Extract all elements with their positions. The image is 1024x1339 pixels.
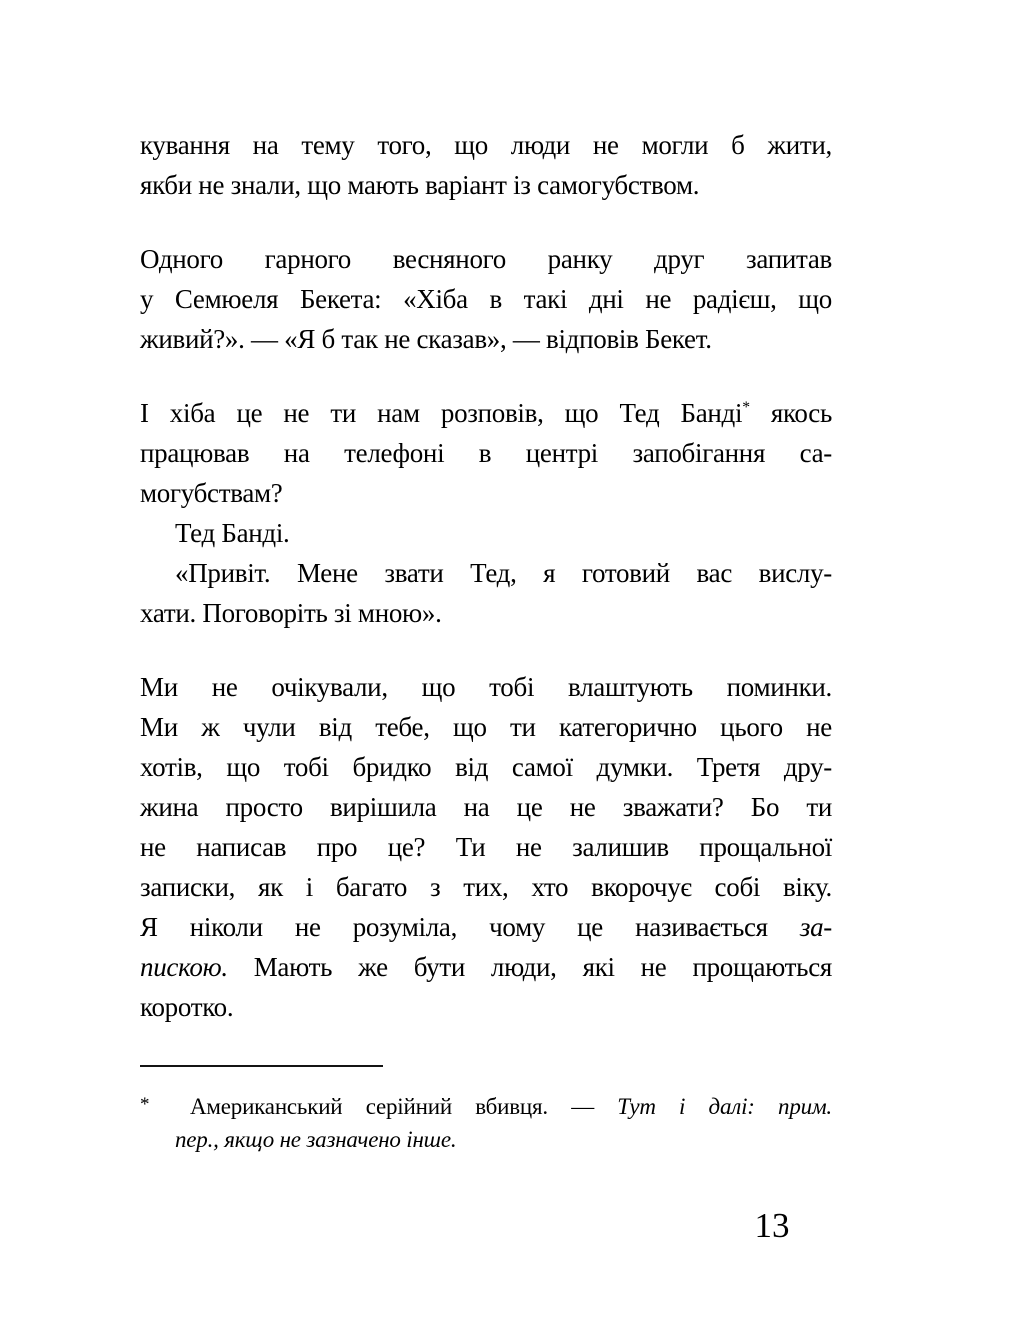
text-line: «Привіт. Мене звати Тед, я готовий вас вислу- (175, 558, 832, 588)
footnote-lines (140, 1090, 832, 1156)
text-line: Ми ж чули від тебе, що ти категорично цього не (140, 712, 832, 742)
text-line: у Семюеля Бекета: «Хіба в такі дні не радієш, що (140, 284, 832, 314)
text-line: записки, як і багато з тих, хто вкорочує собі віку. (140, 872, 832, 902)
text-line: могубствам? (140, 478, 283, 508)
text-line: І хіба це не ти нам розповів, що Тед Банді* якось (140, 398, 832, 428)
footnote (140, 1090, 832, 1156)
paragraph (140, 239, 832, 359)
footnote-marker: * (140, 1094, 150, 1115)
paragraph (140, 125, 832, 205)
footnote-line: пер., якщо не зазначено інше. (175, 1127, 457, 1152)
paragraph (140, 667, 832, 1027)
text-line: Я ніколи не розуміла, чому це називається за- (140, 912, 832, 942)
footnote-line: Американський серійний вбивця. — Тут і далі: прим. (190, 1094, 832, 1119)
footnote-reference-asterisk: * (742, 399, 750, 416)
text-line: Тед Банді. (175, 518, 290, 548)
text-line: не написав про це? Ти не залишив прощальної (140, 832, 832, 862)
text-line: жина просто вирішила на це не зважати? Бо ти (140, 792, 832, 822)
text-line: живий?». — «Я б так не сказав», — відповів Бекет. (140, 324, 712, 354)
text-line: якби не знали, що мають варіант із самогубством. (140, 170, 700, 200)
text-line: кування на тему того, що люди не могли б жити, (140, 130, 832, 160)
paragraph (140, 393, 832, 633)
page-number: 13 (754, 1206, 790, 1245)
text-line: пискою. Мають же бути люди, які не прощаються (140, 952, 832, 982)
text-line: працював на телефоні в центрі запобігання са- (140, 438, 832, 468)
text-line: Одного гарного весняного ранку друг запитав (140, 244, 832, 274)
text-line: хотів, що тобі бридко від самої думки. Третя дру- (140, 752, 832, 782)
text-line: Ми не очікували, що тобі влаштують поминки. (140, 672, 832, 702)
text-block (140, 125, 832, 1027)
footnote-separator (140, 1065, 383, 1067)
text-line: хати. Поговоріть зі мною». (140, 598, 442, 628)
text-line: коротко. (140, 992, 234, 1022)
